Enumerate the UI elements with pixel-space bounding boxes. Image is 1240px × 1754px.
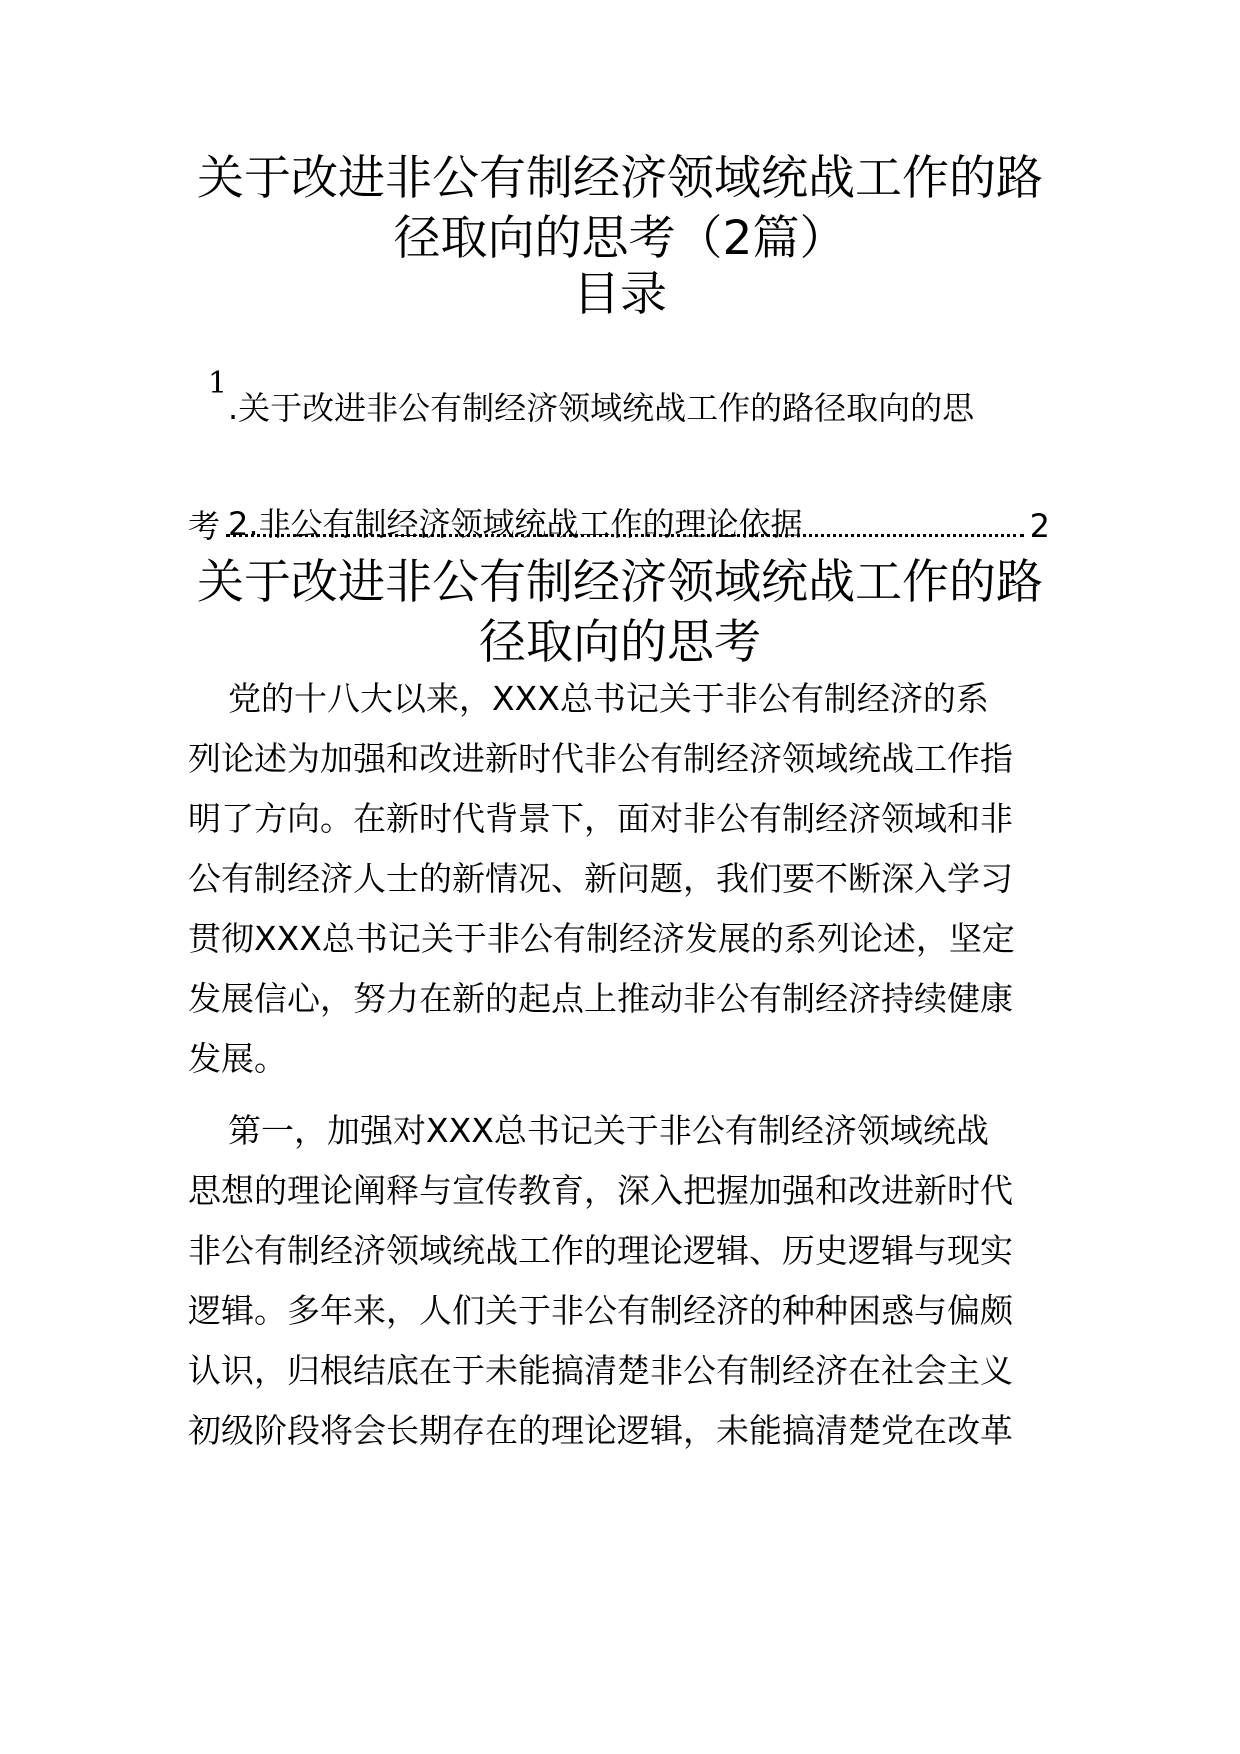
paragraph-1-line: 党的十八大以来，XXX总书记关于非公有制经济的系 — [228, 679, 989, 718]
toc-heading: 目录 — [573, 267, 667, 322]
paragraph-1-line: 明了方向。在新时代背景下，面对非公有制经济领域和非 — [188, 799, 1013, 838]
paragraph-1-line: 贯彻XXX总书记关于非公有制经济发展的系列论述，坚定 — [188, 919, 1015, 958]
document-title-line-2: 径取向的思考（2篇） — [393, 211, 847, 266]
toc-item-1-page: 2 — [1029, 507, 1050, 545]
toc-item-1-number: 1 — [208, 366, 228, 401]
paragraph-2-line: 逻辑。多年来，人们关于非公有制经济的种种困惑与偏颇 — [188, 1291, 1013, 1330]
document-title-line-1: 关于改进非公有制经济领域统战工作的路 — [197, 151, 1043, 206]
paragraph-1-line: 发展。 — [188, 1039, 287, 1078]
paragraph-2-line: 非公有制经济领域统战工作的理论逻辑、历史逻辑与现实 — [188, 1231, 1013, 1270]
article-title-line-2: 径取向的思考 — [479, 615, 761, 670]
toc-item-2-text: 2.非公有制经济领域统战工作的理论依据 — [228, 505, 803, 543]
toc-item-1-text-continued: 考 — [188, 507, 221, 545]
toc-item-1-text: .关于改进非公有制经济领域统战工作的路径取向的思 — [228, 389, 975, 427]
paragraph-1-line: 发展信心，努力在新的起点上推动非公有制经济持续健康 — [188, 979, 1013, 1018]
paragraph-2-line: 第一，加强对XXX总书记关于非公有制经济领域统战 — [228, 1111, 989, 1150]
paragraph-1-line: 列论述为加强和改进新时代非公有制经济领域统战工作指 — [188, 739, 1013, 778]
paragraph-2-line: 初级阶段将会长期存在的理论逻辑，未能搞清楚党在改革 — [188, 1411, 1013, 1450]
paragraph-1-line: 公有制经济人士的新情况、新问题，我们要不断深入学习 — [188, 859, 1013, 898]
paragraph-2-line: 思想的理论阐释与宣传教育，深入把握加强和改进新时代 — [188, 1171, 1013, 1210]
article-title-line-1: 关于改进非公有制经济领域统战工作的路 — [197, 555, 1043, 610]
paragraph-2-line: 认识，归根结底在于未能搞清楚非公有制经济在社会主义 — [188, 1351, 1013, 1390]
